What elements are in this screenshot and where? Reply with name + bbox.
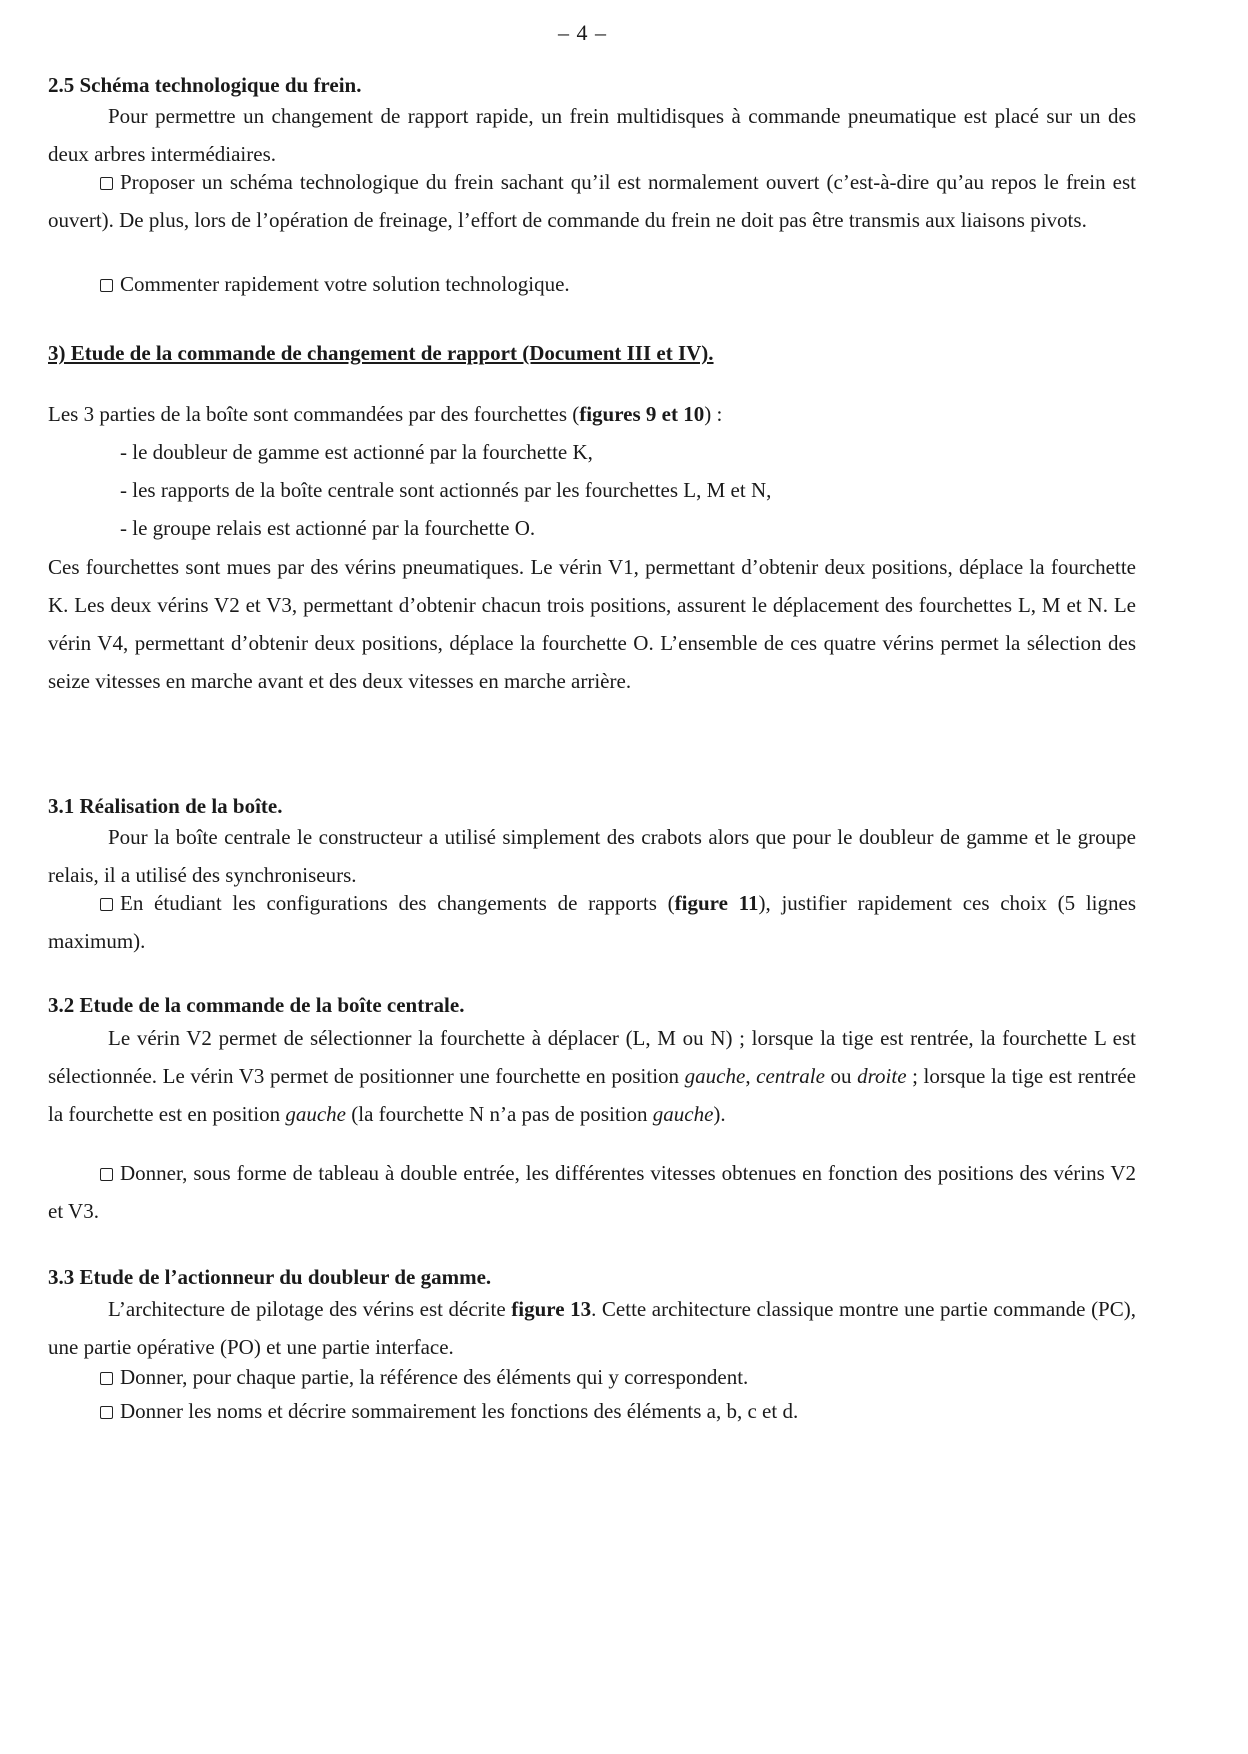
term-gauche: gauche [285,1102,347,1126]
checkbox-icon [100,177,113,190]
checkbox-icon [100,898,113,911]
paragraph-text: , [745,1064,757,1088]
checkbox-icon [100,1406,113,1419]
intro-text: Les 3 parties de la boîte sont commandées par des fourchettes ( [48,402,580,426]
figure-reference: figures 9 et 10 [579,402,705,426]
task-text: Donner les noms et décrire sommairement les fonctions des éléments a, b, c et d. [120,1399,799,1423]
section-3-2-paragraph [48,1019,1136,1133]
section-2-5-paragraph: Pour permettre un changement de rapport rapide, un frein multidisques à commande pneumatique est placé sur un des deux arbres intermédiaires. [48,104,1136,166]
term-droite: droite [857,1064,907,1088]
paragraph-text: L’architecture de pilotage des vérins est décrite [108,1297,512,1321]
list-item: - le groupe relais est actionné par la fourchette O. [120,516,536,540]
term-gauche: gauche [684,1064,746,1088]
section-2-5-task-2 [48,265,1136,303]
term-gauche: gauche [652,1102,714,1126]
document-page [48,0,1136,1754]
list-item: - le doubleur de gamme est actionné par la fourchette K, [120,440,593,464]
section-3-1-heading: 3.1 Réalisation de la boîte. [48,794,283,818]
section-3-1-task [48,884,1136,960]
list-item: - les rapports de la boîte centrale sont actionnés par les fourchettes L, M et N, [120,478,772,502]
task-text-end: ), justifier rapidement ces choix (5 lignes maximum). [48,891,1136,953]
section-3-3-heading: 3.3 Etude de l’actionneur du doubleur de gamme. [48,1265,492,1289]
paragraph-text: ; lorsque la tige est rentrée la fourchette est en position [48,1064,1136,1126]
section-3-heading: 3) Etude de la commande de changement de rapport (Document III et IV). [48,341,714,365]
task-text: Commenter rapidement votre solution technologique. [120,272,570,296]
section-3-3-paragraph [48,1290,1136,1366]
task-text: Donner, sous forme de tableau à double entrée, les différentes vitesses obtenues en fonction des positions des vérins V2 et V3. [48,1161,1136,1223]
checkbox-icon [100,279,113,292]
page-number: – 4 – [558,20,607,45]
section-3-1-paragraph: Pour la boîte centrale le constructeur a utilisé simplement des crabots alors que pour le doubleur de gamme et le groupe relais, il a utilisé des synchroniseurs. [48,825,1136,887]
section-3-3-task-1 [48,1358,1136,1396]
paragraph-text: . Cette architecture classique montre une partie commande (PC), une partie opérative (PO) et une partie interface. [48,1297,1136,1359]
section-3-2-heading: 3.2 Etude de la commande de la boîte centrale. [48,993,465,1017]
paragraph-text: (la fourchette N n’a pas de position [346,1102,653,1126]
section-2-5-heading: 2.5 Schéma technologique du frein. [48,73,362,97]
section-3-paragraph: Ces fourchettes sont mues par des vérins pneumatiques. Le vérin V1, permettant d’obtenir deux positions, déplace la fourchette K. Les deux vérins V2 et V3, permettant d’obtenir chacun trois positions, assurent le déplacement des fourchettes L, M et N. Le vérin V4, permettant d’obtenir deux positions, déplace la fourchette O. L’ensemble de ces quatre vérins permet la sélection des seize vitesses en marche avant et des deux vitesses en marche arrière. [48,555,1136,693]
section-3-3-task-2 [48,1392,1136,1430]
checkbox-icon [100,1168,113,1181]
intro-text-end: ) : [704,402,723,426]
checkbox-icon [100,1372,113,1385]
task-text: En étudiant les configurations des changements de rapports ( [120,891,675,915]
section-2-5-task-1 [48,163,1136,239]
paragraph-text: ). [713,1102,726,1126]
task-text: Donner, pour chaque partie, la référence des éléments qui y correspondent. [120,1365,749,1389]
term-centrale: centrale [756,1064,825,1088]
figure-reference: figure 11 [674,891,759,915]
section-3-intro [48,395,1136,433]
figure-reference: figure 13 [511,1297,592,1321]
paragraph-text: ou [824,1064,858,1088]
paragraph-text: Le vérin V2 permet de sélectionner la fourchette à déplacer (L, M ou N) ; lorsque la tige est rentrée, la fourchette L est sélectionnée. Le vérin V3 permet de positionner une fourchette en position [48,1026,1136,1088]
task-text: Proposer un schéma technologique du frein sachant qu’il est normalement ouvert (c’est-à-dire qu’au repos le frein est ouvert). De plus, lors de l’opération de freinage, l’effort de commande du frein ne doit pas être transmis aux liaisons pivots. [48,170,1136,232]
section-3-2-task [48,1154,1136,1230]
